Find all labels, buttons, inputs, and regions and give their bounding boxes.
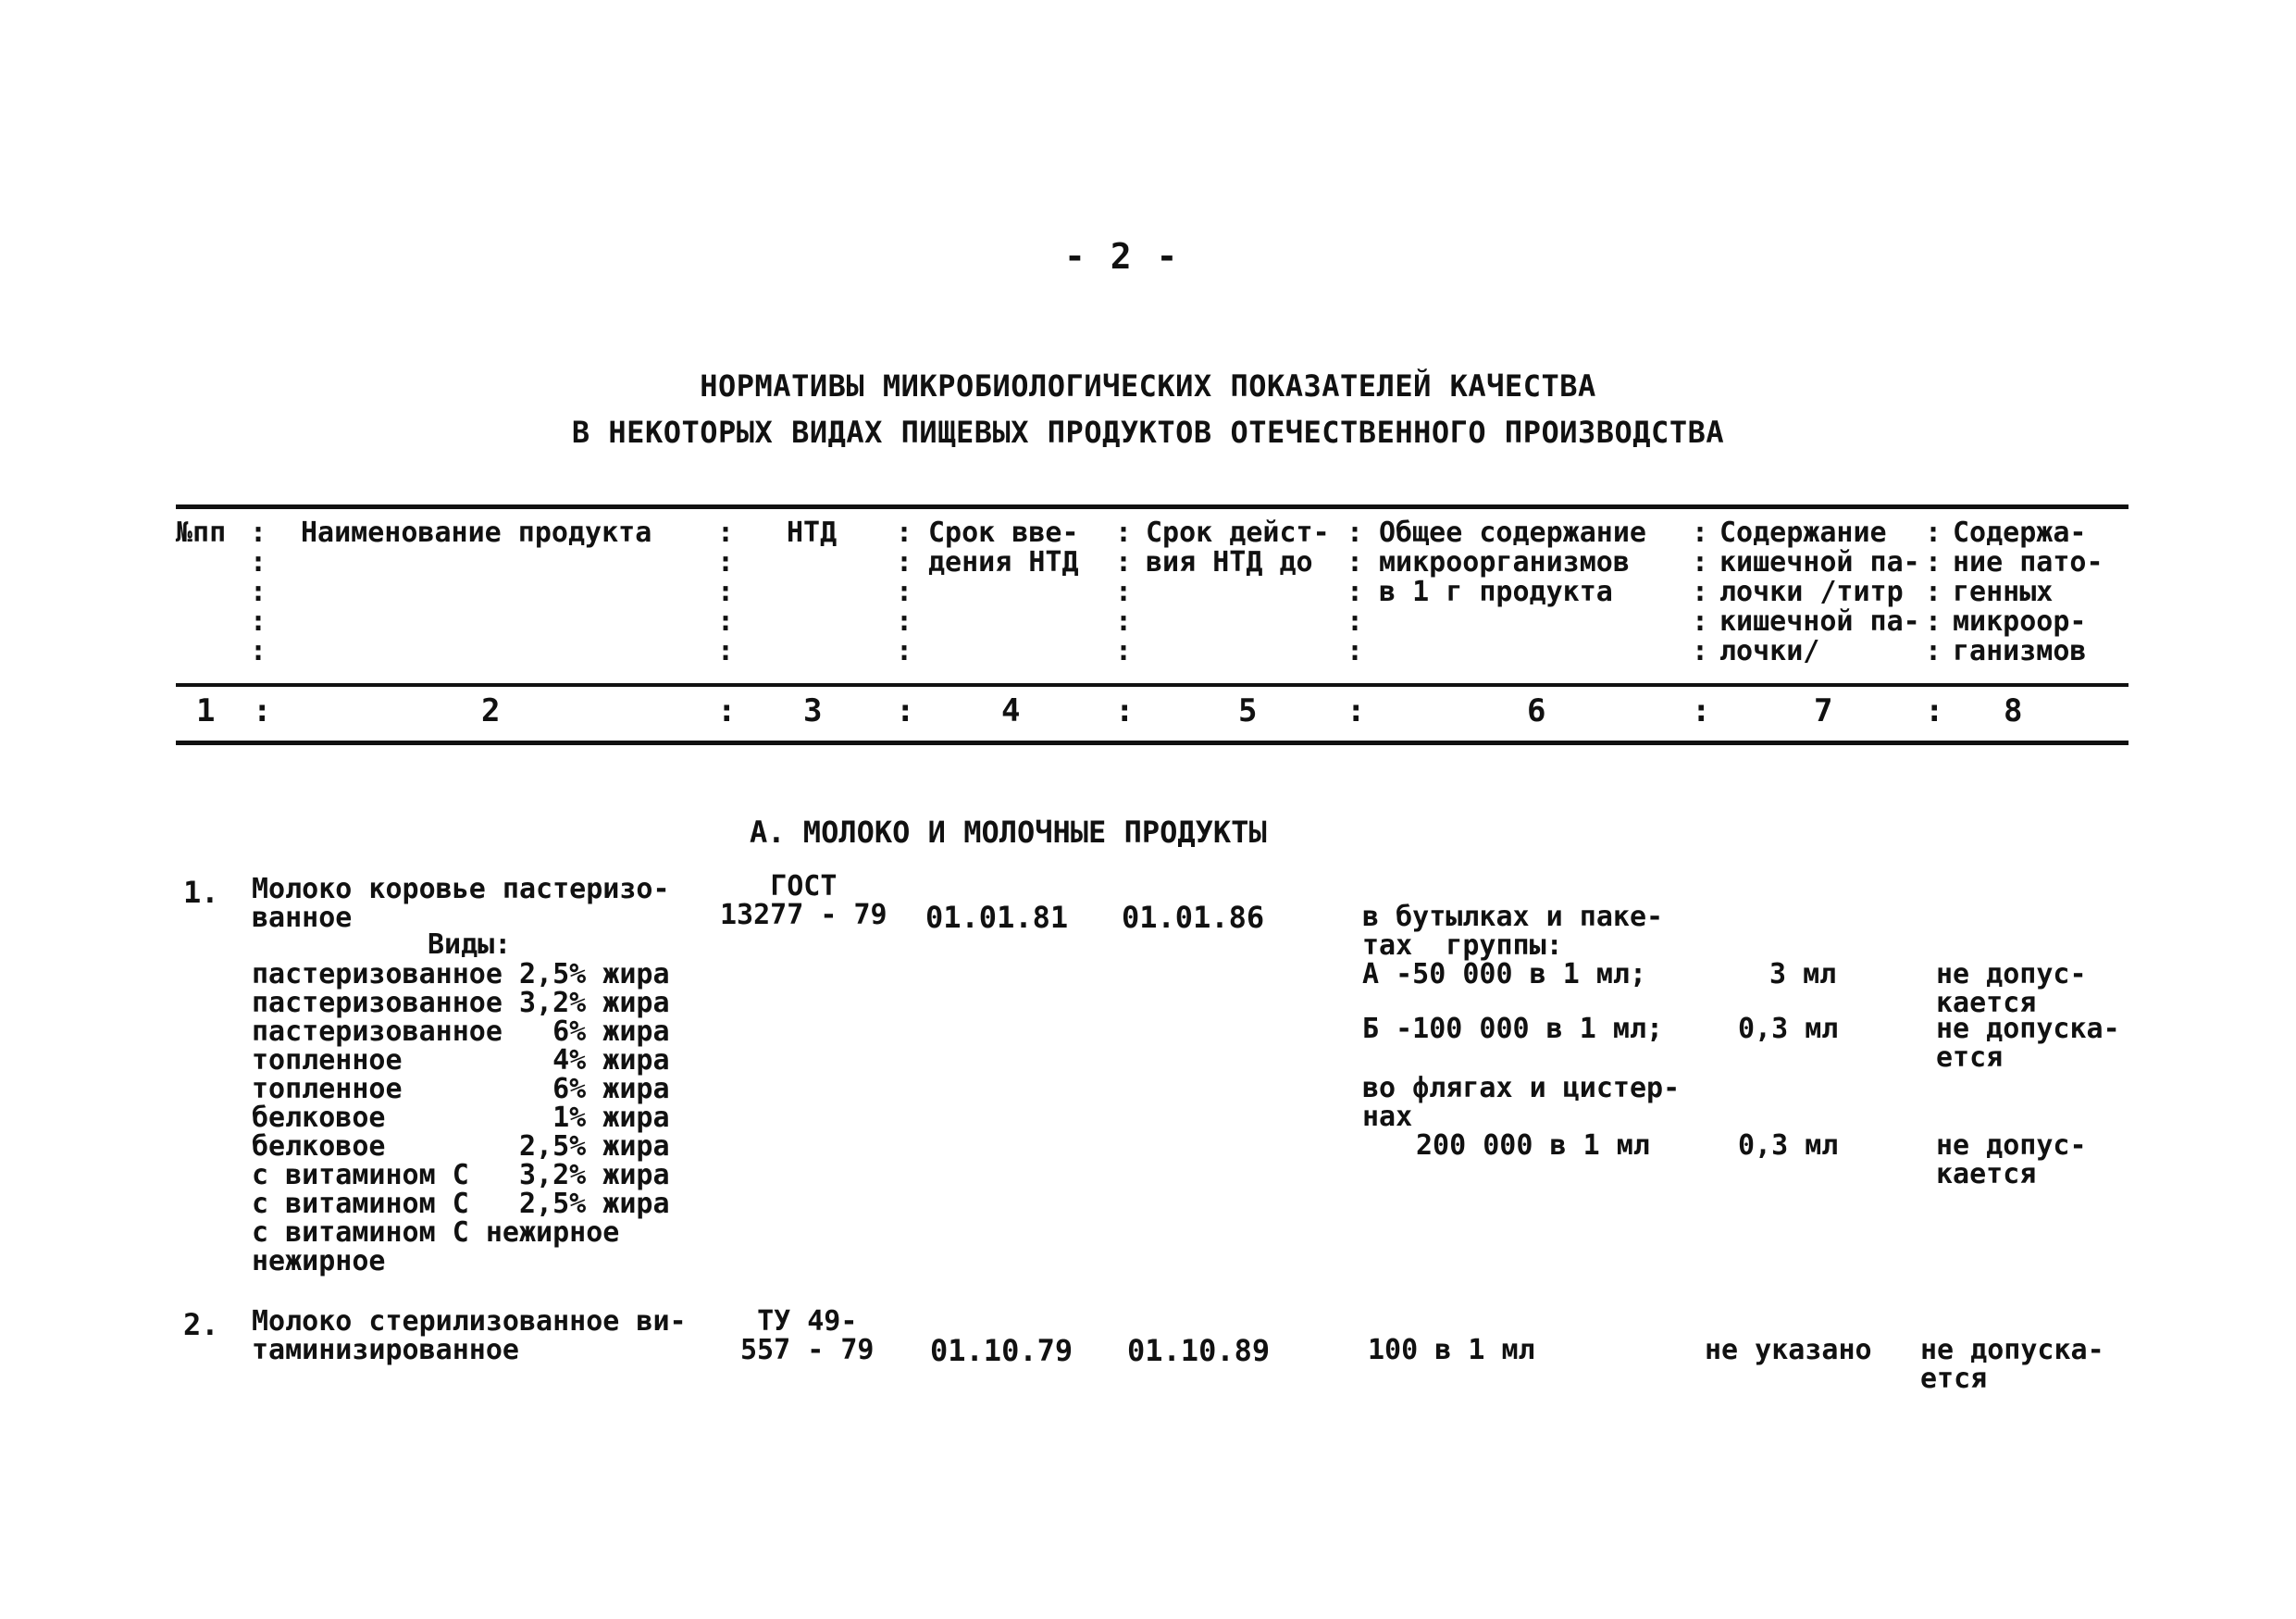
header-pathogens: Содержа- ние пато- генных микроор- ганизмов [1953,517,2104,667]
row-1-intro-date: 01.01.81 [925,900,1069,935]
column-number-7: 7 [1814,692,1833,729]
row-1-kinds-list: пастеризованное 2,5% жира пастеризованное 3,2% жира пастеризованное 6% жира топленное 4% жира топленное 6% жира белковое 1% жира белковое 2,5% жира с витамином С 3,2% жира с витамином С 2,5% жира с витамином С нежирное нежирное [252,958,670,1277]
row-1-total-group-b: Б -100 000 в 1 мл; [1362,1013,1664,1045]
header-valid-until: Срок дейст- вия НТД до [1146,517,1330,579]
header-ntd: НТД [787,517,838,549]
document-title-line-1: НОРМАТИВЫ МИКРОБИОЛОГИЧЕСКИХ ПОКАЗАТЕЛЕЙ КАЧЕСТВА [700,368,1596,404]
column-number-6: 6 [1527,692,1546,729]
column-number-separator: : [253,692,272,729]
row-2-coli-content: не указано [1705,1334,1872,1366]
header-intro-date: Срок вве- дения НТД [928,517,1079,579]
row-2-intro-date: 01.10.79 [930,1333,1074,1368]
row-1-pathogens-group-a: не допус- кается [1936,958,2087,1019]
header-number: №пп [176,517,227,549]
column-number-8: 8 [2004,692,2023,729]
row-1-product-name: Молоко коровье пастеризо- ванное [252,873,670,934]
page-number: - 2 - [1064,236,1180,277]
row-1-total-group-a: А -50 000 в 1 мл; [1362,958,1647,990]
header-separator: : : : : : [1115,517,1133,667]
header-separator: : : : : : [896,517,913,667]
header-total-microorganisms: Общее содержание микроорганизмов в 1 г продукта [1379,517,1646,608]
row-2-total-microorganisms: 100 в 1 мл [1368,1334,1535,1366]
row-1-coli-group-b: 0,3 мл [1738,1013,1839,1045]
table-header-rule [176,683,2128,687]
section-title: А. МОЛОКО И МОЛОЧНЫЕ ПРОДУКТЫ [750,815,1267,850]
document-title-line-2: В НЕКОТОРЫХ ВИДАХ ПИЩЕВЫХ ПРОДУКТОВ ОТЕЧЕСТВЕННОГО ПРОИЗВОДСТВА [571,415,1725,450]
row-1-pathogens-flask: не допус- кается [1936,1129,2087,1190]
row-2-valid-until: 01.10.89 [1127,1333,1271,1368]
row-1-coli-flask: 0,3 мл [1738,1129,1839,1162]
header-separator: : : : : : [1925,517,1942,667]
header-separator: : : : : : [1347,517,1364,667]
row-1-pathogens-group-b: не допуска- ется [1936,1013,2120,1074]
row-2-ntd: ТУ 49- 557 - 79 [740,1305,875,1366]
header-separator: : : : : : [717,517,735,667]
header-product-name: Наименование продукта [301,517,652,549]
column-number-5: 5 [1238,692,1258,729]
column-number-separator: : [1925,692,1944,729]
column-number-separator: : [717,692,737,729]
row-1-ntd: ГОСТ 13277 - 79 [720,870,887,931]
column-number-4: 4 [1001,692,1021,729]
table-top-rule [176,504,2128,509]
row-1-coli-group-a: 3 мл [1769,958,1837,990]
column-number-separator: : [1115,692,1135,729]
row-2-number: 2. [183,1307,219,1342]
row-1-valid-until: 01.01.86 [1122,900,1265,935]
header-separator: : : : : : [1692,517,1709,667]
row-1-kinds-label: Виды: [428,928,512,961]
column-number-2: 2 [481,692,501,729]
column-number-separator: : [1692,692,1711,729]
column-number-separator: : [896,692,915,729]
table-column-numbers-rule [176,741,2128,745]
row-2-product-name: Молоко стерилизованное ви- таминизированное [252,1305,687,1366]
column-number-3: 3 [803,692,823,729]
column-number-1: 1 [196,692,216,729]
column-number-separator: : [1347,692,1366,729]
row-1-number: 1. [183,875,219,910]
header-coli-content: Содержание кишечной па- лочки /титр кишечной па- лочки/ [1719,517,1920,667]
row-1-total-flask-note: во флягах и цистер- нах [1362,1072,1681,1133]
row-1-total-flask: 200 000 в 1 мл [1416,1129,1650,1162]
header-separator: : : : : : [250,517,267,667]
row-2-pathogens: не допуска- ется [1920,1334,2104,1395]
row-1-total-note: в бутылках и паке- тах группы: [1362,901,1664,962]
